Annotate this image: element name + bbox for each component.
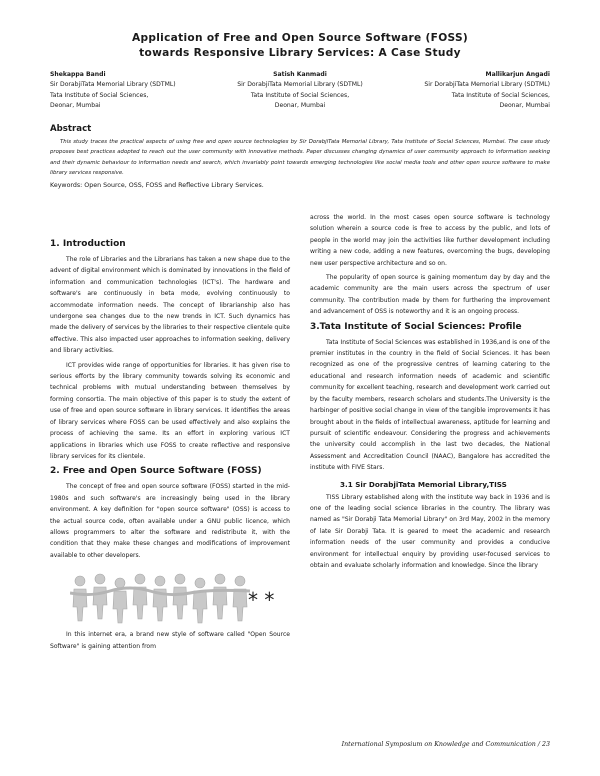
person-icon (213, 574, 227, 619)
author-location: Deonar, Mumbai (499, 101, 550, 109)
keywords: Keywords: Open Source, OSS, FOSS and Reflective Library Services. (50, 182, 264, 189)
author-affiliation: Tata Institute of Social Sciences, (250, 91, 350, 99)
author-2 (220, 70, 380, 111)
author-location: Deonar, Mumbai (274, 101, 326, 109)
author-name: Mallikarjun Angadi (485, 71, 550, 78)
person-icon (93, 574, 107, 619)
section-heading: 3.Tata Institute of Social Sciences: Profile (310, 321, 522, 332)
author-affiliation: Tata Institute of Social Sciences, (50, 91, 149, 99)
asterisk-marks: * * (248, 588, 275, 613)
author-affiliation: Tata Institute of Social Sciences, (451, 91, 550, 99)
author-affiliation: Sir DorabjiTata Memorial Library (SDTML) (424, 81, 550, 89)
left-column (50, 238, 290, 655)
person-icon (73, 576, 87, 621)
author-location: Deonar, Mumbai (50, 101, 101, 109)
author-affiliation: Sir DorabjiTata Memorial Library (SDTML) (237, 81, 363, 89)
author-affiliation: Sir DorabjiTata Memorial Library (SDTML) (50, 81, 176, 89)
author-name: Shekappa Bandi (50, 71, 106, 78)
person-icon (173, 574, 187, 619)
section-heading: 1. Introduction (50, 239, 126, 249)
page-footer: International Symposium on Knowledge and Communication / 23 (341, 741, 550, 748)
community-figure (70, 567, 290, 627)
author-1 (50, 70, 220, 111)
person-icon (153, 576, 167, 621)
person-icon (133, 574, 147, 619)
abstract-heading: Abstract (50, 124, 92, 134)
title-line-1: Application of Free and Open Source Software (FOSS) (131, 32, 469, 44)
people-chain-figure (70, 567, 290, 627)
paragraph: Tata Institute of Social Sciences was established in 1936,and is one of the premier institutes in the country in the field of Social Sciences. It has been recognized as one of the progressive centres of learning catering to the educational and research information needs of academic and scientific community for excellent teaching, research and development work carried out by the faculty members, research scholars and students.The University is the harbinger of positive social change in view of the tangible improvements it has brought about in the fields of intellectual awareness, aptitude for learning and pursuit of scientific endeavour. Considering the progress and achievements the university could accomplish in the last two decades, the National Assessment and Accreditation Council (NAAC), Bangalore has accredited the institute with FIVE Stars. (310, 338, 550, 472)
paragraph: TISS Library established along with the institute way back in 1936 and is one of the leading social science libraries in the country. The library was named as "Sir Dorabji Tata Memorial Library" on 3rd May, 2002 in the memory of late Sir Dorabji Tata. It is geared to meet the academic and research information needs of the user community and provides a conducive environment for intellectual enquiry by providing user-focused services to obtain and evaluate scholarly information and knowledge. Since the library (310, 493, 550, 569)
paragraph: The concept of free and open source software (FOSS) started in the mid-1980s and such software's are increasingly being used in the library environment. A key definition for "open source software" (OSS) is access to the actual source code, often available under a GNU public licence, which allows programmers to alter the software and redistribute it, with the condition that they make these changes and modifications of improvement available to other developers. (50, 483, 290, 559)
paragraph: The role of Libraries and the Librarians has taken a new shape due to the advent of digital environment which is dominated by innovations in the field of information and communication technologies (ICT's). The hardware and software's are continuously in beta mode, evolving continuously to accommodate information needs. The concept of librarianship also has undergone sea changes due to the new trends in ICT. Such dynamics has made the delivery of services by the libraries to their respective clientele quite effective. This also impacted user approaches to information seeking, delivery and library activities. (50, 256, 290, 355)
section-heading: 2. Free and Open Source Software (FOSS) (50, 466, 262, 477)
paragraph: ICT provides wide range of opportunities for libraries. It has given rise to serious efforts by the library community towards solving its economic and technical problems with mutual understanding between themselves by forming consortia. The main objective of this paper is to study the extent of use of free and open source software in library services. It identifies the areas of library services where FOSS can be used effectively and also explains the process of achieving the same. Its an effort in exploring various ICT applications in libraries which use FOSS to create reflective and responsive library services for its clientele. (50, 361, 290, 460)
subsection-heading: 3.1 Sir DorabjiTata Memorial Library,TISS (340, 479, 507, 489)
person-icon (113, 578, 127, 623)
paragraph: The popularity of open source is gaining momentum day by day and the academic community are the main users across the spectrum of user community. The contribution made by them for furthering the improvement and advancement of OSS is noteworthy and it is an ongoing process. (310, 274, 550, 316)
abstract-text: This study traces the practical aspects of using free and open source technologies by Sir DorabjiTata Memorial Library, Tata Institute of Social Sciences, Mumbai. The case study proposes best practices adopted to reach out the user community with innovative methods. Paper discusses changing dynamics of user community approach to information seeking and their dynamic behaviour to information needs and search, which invariably point towards emerging technologies like social media tools and other open source software to make library services responsive. (50, 139, 550, 177)
person-icon (233, 576, 247, 621)
right-column (310, 212, 550, 574)
title-line-2: towards Responsive Library Services: A Case Study (139, 47, 461, 59)
person-icon (193, 578, 207, 623)
paragraph: In this internet era, a brand new style of software called "Open Source Software" is gaining attention from (50, 631, 290, 650)
paragraph: across the world. In the most cases open source software is technology solution wherein a source code is free to access by the public, and lots of people in the world may join the activities like further development including writing a new code, adding a new features, overcoming the bugs, developing new user perspective architecture and so on. (310, 214, 550, 267)
author-3 (370, 70, 550, 111)
author-name: Satish Kanmadi (273, 71, 327, 78)
paper-title (0, 31, 600, 61)
